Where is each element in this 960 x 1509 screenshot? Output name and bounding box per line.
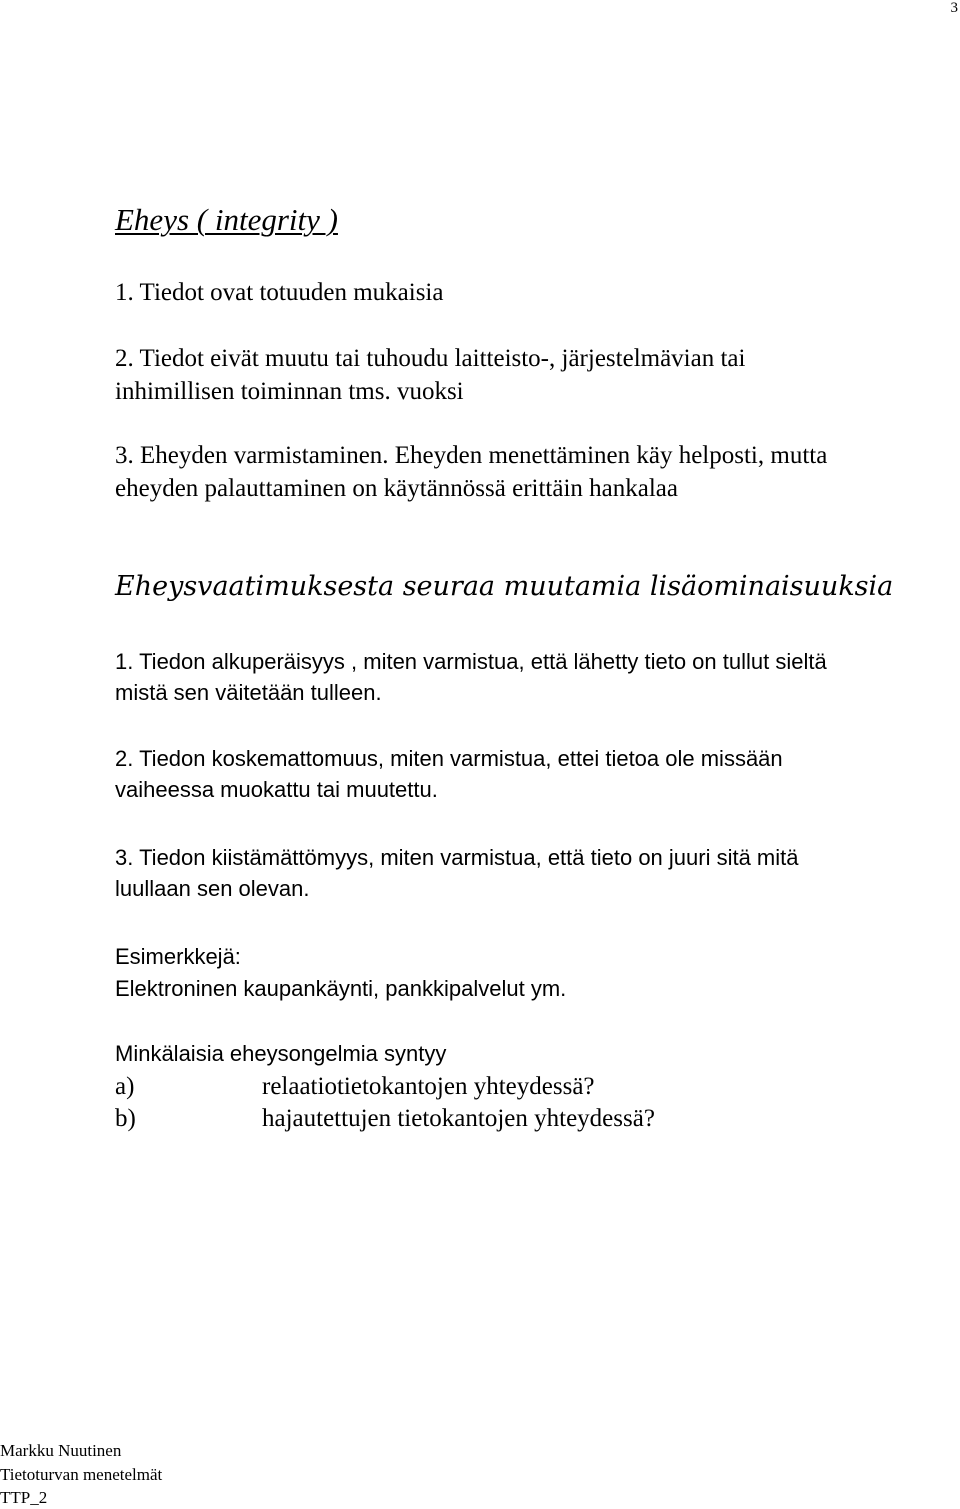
section-heading-integrity: Eheys ( integrity ) bbox=[115, 202, 338, 237]
list-item-line: inhimillisen toiminnan tms. vuoksi bbox=[115, 378, 464, 405]
question-item-text: hajautettujen tietokantojen yhteydessä? bbox=[262, 1105, 655, 1132]
question-item-marker: a) bbox=[115, 1073, 135, 1100]
footer-code: TTP_2 bbox=[0, 1488, 48, 1507]
list-item-line: 2. Tiedot eivät muutu tai tuhoudu laitteisto-, järjestelmävian tai bbox=[115, 345, 746, 372]
examples-text: Elektroninen kaupankäynti, pankkipalvelut ym. bbox=[115, 976, 567, 1001]
page-number: 3 bbox=[950, 0, 958, 16]
list-item-line: 3. Tiedon kiistämättömyys, miten varmistua, että tieto on juuri sitä mitä bbox=[115, 845, 799, 870]
footer-author: Markku Nuutinen bbox=[0, 1441, 122, 1460]
list-item-line: vaiheessa muokattu tai muutettu. bbox=[115, 777, 438, 802]
question-item-marker: b) bbox=[115, 1105, 136, 1132]
list-item-line: 2. Tiedon koskemattomuus, miten varmistua, ettei tietoa ole missään bbox=[115, 746, 783, 771]
list-item-line: eheyden palauttaminen on käytännössä erittäin hankalaa bbox=[115, 475, 678, 502]
section-heading-properties: Eheysvaatimuksesta seuraa muutamia lisäominaisuuksia bbox=[115, 571, 894, 602]
question-item-text: relaatiotietokantojen yhteydessä? bbox=[262, 1073, 595, 1100]
list-item-line: 1. Tiedon alkuperäisyys , miten varmistua, että lähetty tieto on tullut sieltä bbox=[115, 649, 827, 674]
list-item-line: 1. Tiedot ovat totuuden mukaisia bbox=[115, 279, 444, 306]
list-item-line: luullaan sen olevan. bbox=[115, 876, 310, 901]
footer-course: Tietoturvan menetelmät bbox=[0, 1465, 163, 1484]
list-item-line: 3. Eheyden varmistaminen. Eheyden menettäminen käy helposti, mutta bbox=[115, 442, 828, 469]
list-item-line: mistä sen väitetään tulleen. bbox=[115, 680, 382, 705]
question-intro: Minkälaisia eheysongelmia syntyy bbox=[115, 1041, 447, 1066]
examples-label: Esimerkkejä: bbox=[115, 944, 241, 969]
